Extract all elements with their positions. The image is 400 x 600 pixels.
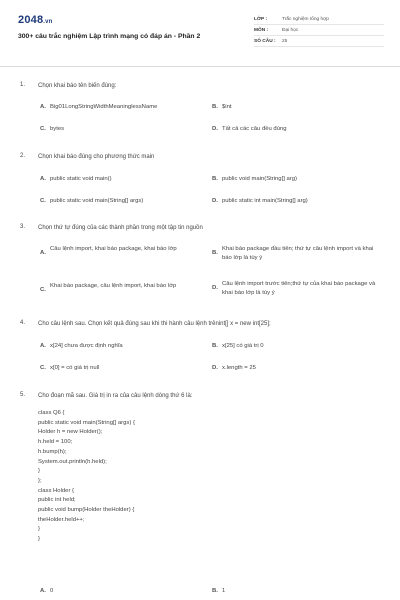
question-text: Cho đoạn mã sau. Giá trị in ra của câu lệnh dòng thứ 6 là: xyxy=(38,393,193,399)
meta-box xyxy=(254,14,384,47)
code-line: class Holder { xyxy=(38,487,75,494)
header-divider xyxy=(0,66,400,67)
question-text: Chọn khai báo đúng cho phương thức main xyxy=(38,154,155,160)
page-title: 300+ câu trắc nghiệm Lập trình mạng có đáp án - Phần 2 xyxy=(18,33,201,40)
question-number: 1. xyxy=(20,82,26,88)
code-line: Holder h = new Holder(); xyxy=(38,429,103,436)
meta-row-count xyxy=(254,36,384,47)
code-line: } xyxy=(38,468,40,475)
meta-row-class xyxy=(254,14,384,25)
code-block xyxy=(38,409,238,545)
meta-row-subject xyxy=(254,25,384,36)
question-number: 5. xyxy=(20,392,26,398)
code-line: } xyxy=(38,536,40,543)
question-number: 2. xyxy=(20,153,26,159)
question-number: 4. xyxy=(20,320,26,326)
site-logo[interactable]: 2048.vn xyxy=(18,14,53,26)
meta-label: SỐ CÂU : xyxy=(254,38,276,44)
header xyxy=(0,0,400,60)
question-number: 3. xyxy=(20,224,26,230)
question-text: Chọn thứ tự đúng của các thành phần trong một tập tin nguồn xyxy=(38,225,203,231)
meta-label: MÔN : xyxy=(254,27,269,33)
meta-label: LỚP : xyxy=(254,16,268,22)
code-line: } xyxy=(38,526,40,533)
code-line: public int held; xyxy=(38,497,76,504)
meta-value: 25 xyxy=(282,38,288,44)
document-page: 2048.vn 300+ câu trắc nghiệm Lập trình mạng có đáp án - Phần 2 LỚP : Trắc nghiệm tổng hợp MÔN : Đại học SỐ CÂU : 25 1. Chọn khai báo tên biến đúng: A. Big01LongStringWidthMeaninglessName B. $int C. bytes D. Tất cả các câu đều đúng 2. Chọn khai báo đúng cho phương thức main A. public static void main() B. public void main(String[] arg) C. public static void main(String[] args) D. public static int main(String[] arg) 3. Chọn thứ tự đúng của các thành phần trong một tập tin nguồn A. Câu lệnh import, khai báo package, khai báo lớp B. Khai báo package đầu tiên; thứ tự câu lệnh import và khai báo lớp là tùy ý C. Khai báo package, câu lệnh import, khai báo lớp D. Câu lệnh import trước tiên;thứ tự của khai báo package và khai báo lớp là tùy ý 4. Cho câu lệnh sau. Chọn kết quả đúng sau khi thi hành câu lệnh trênint[] x = new int[25]; A. x[24] chưa được định nghĩa B. x[25] có giá trị 0 C. x[0] = có giá trị null D. x.length = 25 5. Cho đoạn mã sau. Giá trị in ra của câu lệnh dòng thứ 6 là: class Q6 { public static void main(String[] args) { Holder h = new Holder(); h.held = 100; h.bump(h); System.out.println(h.held); } }; class Holder { public int held; public void bump(Holder theHolder) { theHolder.held++; } } A. 0 B. 1 xyxy=(0,0,400,600)
code-line: theHolder.held++; xyxy=(38,516,85,523)
code-line: h.held = 100; xyxy=(38,439,73,446)
question-text: Cho câu lệnh sau. Chọn kết quả đúng sau khi thi hành câu lệnh trênint[] x = new int[25]; xyxy=(38,321,271,327)
code-line: }; xyxy=(38,477,42,484)
code-line: h.bump(h); xyxy=(38,448,67,455)
code-line: public static void main(String[] args) { xyxy=(38,419,135,426)
question-text: Chọn khai báo tên biến đúng: xyxy=(38,83,117,89)
meta-value: Đại học xyxy=(282,27,299,33)
code-line: class Q6 { xyxy=(38,410,65,416)
meta-value: Trắc nghiệm tổng hợp xyxy=(282,16,329,22)
code-line: System.out.println(h.held); xyxy=(38,458,107,465)
code-line: public void bump(Holder theHolder) { xyxy=(38,507,135,514)
